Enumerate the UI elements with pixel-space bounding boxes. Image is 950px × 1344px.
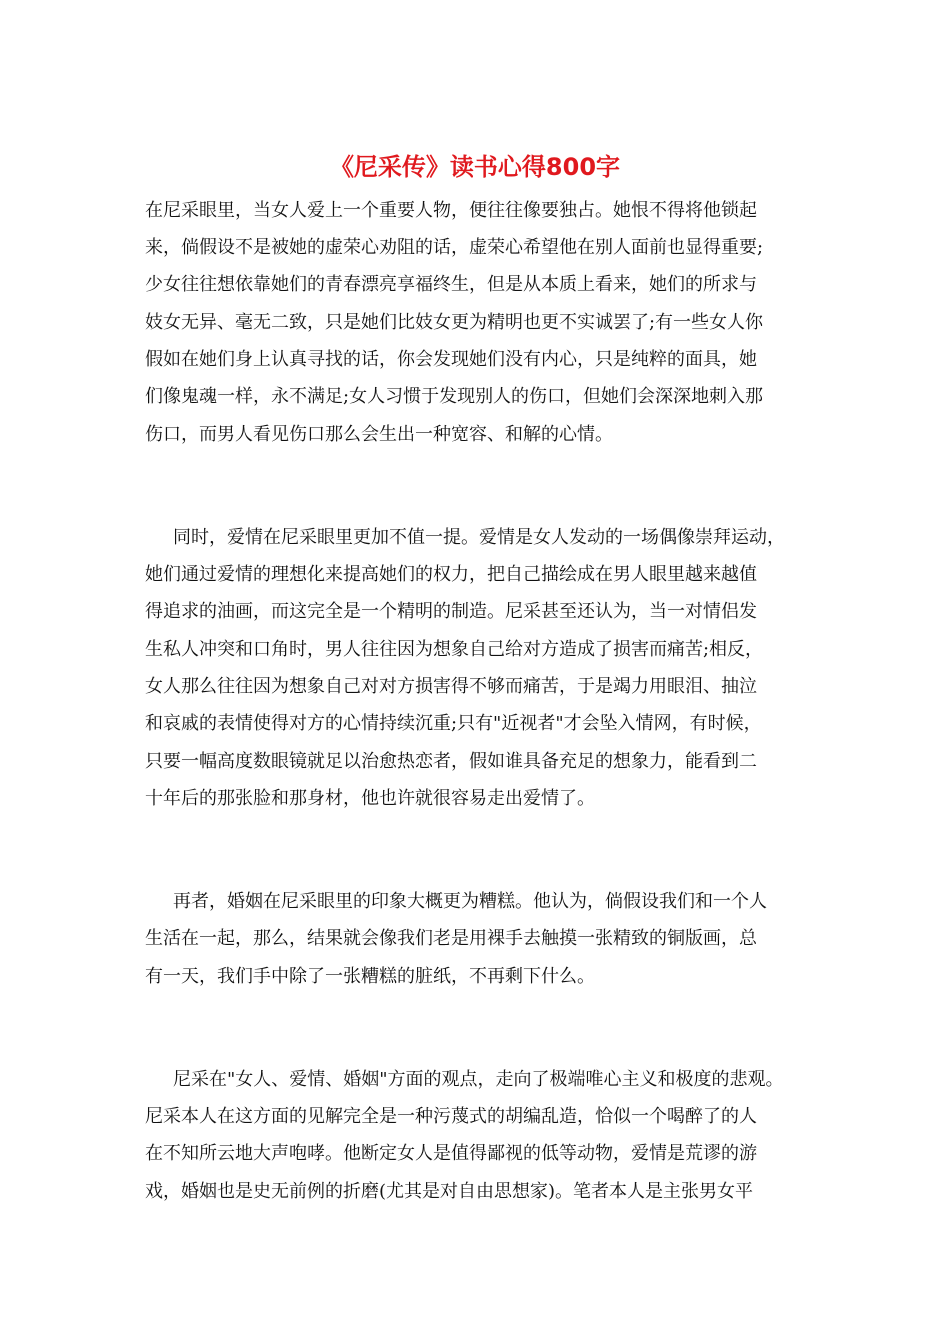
paragraph-2-line-6: 和哀戚的表情使得对方的心情持续沉重;只有"近视者"才会坠入情网，有时候， — [145, 713, 762, 734]
paragraph-2-line-7: 只要一幅高度数眼镜就足以治愈热恋者，假如谁具备充足的想象力，能看到二 — [145, 751, 757, 772]
paragraph-2-line-5: 女人那么往往因为想象自己对对方损害得不够而痛苦，于是竭力用眼泪、抽泣 — [145, 676, 757, 697]
paragraph-3-line-2: 生活在一起，那么，结果就会像我们老是用裸手去触摸一张精致的铜版画，总 — [145, 928, 757, 949]
paragraph-4-line-2: 尼采本人在这方面的见解完全是一种污蔑式的胡编乱造，恰似一个喝醉了的人 — [145, 1106, 757, 1127]
paragraph-2-line-2: 她们通过爱情的理想化来提高她们的权力，把自己描绘成在男人眼里越来越值 — [145, 564, 757, 585]
paragraph-1-line-5: 假如在她们身上认真寻找的话，你会发现她们没有内心，只是纯粹的面具，她 — [145, 349, 757, 370]
paragraph-1-line-3: 少女往往想依靠她们的青春漂亮享福终生，但是从本质上看来，她们的所求与 — [145, 274, 757, 295]
paragraph-3-line-3: 有一天，我们手中除了一张糟糕的脏纸，不再剩下什么。 — [145, 966, 595, 987]
paragraph-1-line-4: 妓女无异、毫无二致，只是她们比妓女更为精明也更不实诚罢了;有一些女人你 — [145, 312, 764, 333]
paragraph-1-line-7: 伤口，而男人看见伤口那么会生出一种宽容、和解的心情。 — [145, 424, 613, 445]
paragraph-2-line-1: 同时，爱情在尼采眼里更加不值一提。爱情是女人发动的一场偶像崇拜运动， — [173, 527, 785, 548]
paragraph-4-line-4: 戏，婚姻也是史无前例的折磨(尤其是对自由思想家)。笔者本人是主张男女平 — [145, 1181, 754, 1202]
paragraph-1-line-2: 来，倘假设不是被她的虚荣心劝阻的话，虚荣心希望他在别人面前也显得重要; — [145, 237, 764, 258]
document-title: 《尼采传》读书心得800字 — [329, 153, 621, 181]
paragraph-4-line-3: 在不知所云地大声咆哮。他断定女人是值得鄙视的低等动物，爱情是荒谬的游 — [145, 1143, 757, 1164]
paragraph-1-line-1: 在尼采眼里，当女人爱上一个重要人物，便往往像要独占。她恨不得将他锁起 — [145, 200, 757, 221]
paragraph-2-line-3: 得追求的油画，而这完全是一个精明的制造。尼采甚至还认为，当一对情侣发 — [145, 601, 757, 622]
paragraph-2-line-8: 十年后的那张脸和那身材，他也许就很容易走出爱情了。 — [145, 788, 595, 809]
paragraph-1-line-6: 们像鬼魂一样，永不满足;女人习惯于发现别人的伤口，但她们会深深地刺入那 — [145, 386, 764, 407]
paragraph-4-line-1: 尼采在"女人、爱情、婚姻"方面的观点，走向了极端唯心主义和极度的悲观。 — [173, 1069, 784, 1090]
paragraph-3-line-1: 再者，婚姻在尼采眼里的印象大概更为糟糕。他认为，倘假设我们和一个人 — [173, 891, 767, 912]
paragraph-2-line-4: 生私人冲突和口角时，男人往往因为想象自己给对方造成了损害而痛苦;相反， — [145, 639, 764, 660]
